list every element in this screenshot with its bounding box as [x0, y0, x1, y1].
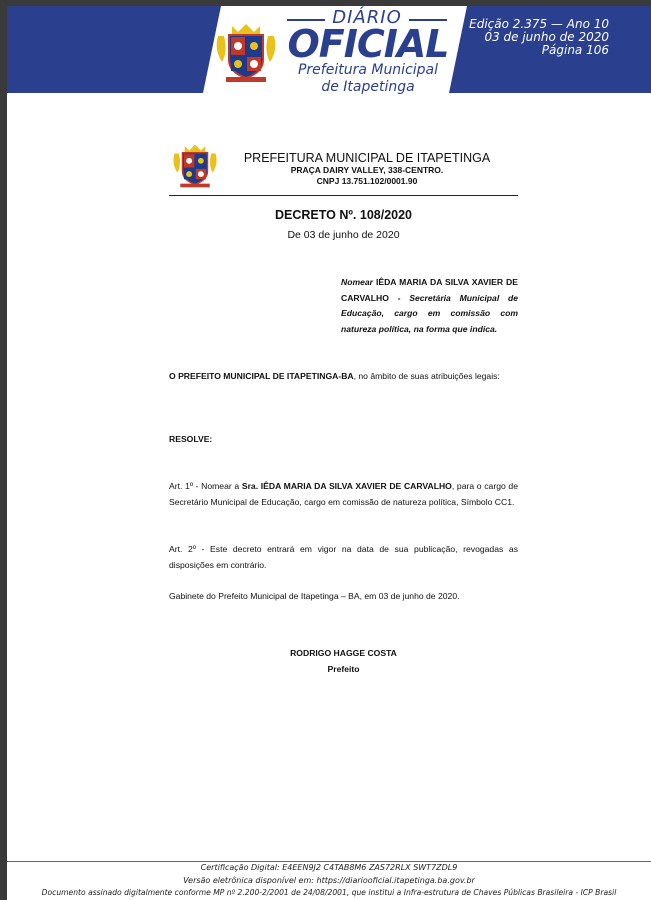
- letterhead-divider: [169, 195, 518, 196]
- footer-divider: [7, 861, 651, 862]
- article-1-lead: Art. 1º - Nomear a: [169, 481, 242, 491]
- article-1-rest: , para o cargo de Secretário Municipal de Educação, cargo em comissão de natureza política, Símbolo CC1.: [169, 481, 518, 507]
- letterhead-title: PREFEITURA MUNICIPAL DE ITAPETINGA: [243, 151, 491, 165]
- masthead-oficial: OFICIAL: [287, 22, 449, 66]
- masthead-rule-right: [409, 19, 447, 21]
- signer-name: RODRIGO HAGGE COSTA: [290, 648, 397, 658]
- closing-statement: Gabinete do Prefeito Municipal de Itapetinga – BA, em 03 de junho de 2020.: [169, 591, 460, 601]
- decree-title: DECRETO Nº. 108/2020: [274, 208, 413, 222]
- letterhead-coat-of-arms: [170, 143, 220, 189]
- summary-lead: Nomear: [341, 277, 373, 287]
- decree-summary: [341, 275, 518, 337]
- footer-certification: Certificação Digital: E4EEN9J2 C4TAB8M6 ZAS72RLX SWT7ZDL9: [200, 863, 458, 872]
- decree-date: De 03 de junho de 2020: [287, 229, 400, 241]
- edition-date: 03 de junho de 2020: [484, 30, 609, 44]
- article-1: [169, 479, 518, 510]
- summary-rest: - Secretária Municipal de Educação, cargo em comissão com natureza política, na forma que indica.: [341, 292, 518, 334]
- masthead-diario: DIÁRIO: [332, 7, 402, 28]
- preamble-authority: O PREFEITO MUNICIPAL DE ITAPETINGA-BA: [169, 371, 354, 381]
- city-coat-of-arms-logo: [212, 22, 280, 84]
- preamble-text: , no âmbito de suas atribuições legais:: [353, 371, 500, 381]
- resolve-heading: RESOLVE:: [169, 434, 213, 444]
- article-1-name: Sra. IÊDA MARIA DA SILVA XAVIER DE CARVALHO: [241, 481, 452, 491]
- preamble: [169, 369, 518, 385]
- footer-electronic-version: Versão eletrônica disponível em: https://diariooficial.itapetinga.ba.gov.br: [183, 876, 475, 885]
- letterhead-address: PRAÇA DAIRY VALLEY, 338-CENTRO.: [290, 165, 444, 175]
- edition-info: [469, 18, 609, 57]
- document-page: [7, 6, 651, 900]
- letterhead-cnpj: CNPJ 13.751.102/0001.90: [316, 176, 418, 186]
- edition-number: Edição 2.375 — Ano 10: [469, 17, 609, 31]
- signer-role: Prefeito: [327, 664, 360, 674]
- summary-name: IÊDA MARIA DA SILVA XAVIER DE CARVALHO: [341, 277, 518, 303]
- page-number: Página 106: [541, 43, 609, 57]
- masthead-prefeitura: Prefeitura Municipal: [297, 62, 439, 78]
- masthead-city: de Itapetinga: [321, 79, 415, 95]
- footer-legal: Documento assinado digitalmente conforme MP nº 2.200-2/2001 de 24/08/2001, que institui a Infra-estrutura de Chaves Públicas Brasileira - ICP Brasil: [41, 888, 617, 897]
- article-2: Art. 2º - Este decreto entrará em vigor na data de sua publicação, revogadas as disposições em contrário.: [169, 544, 518, 570]
